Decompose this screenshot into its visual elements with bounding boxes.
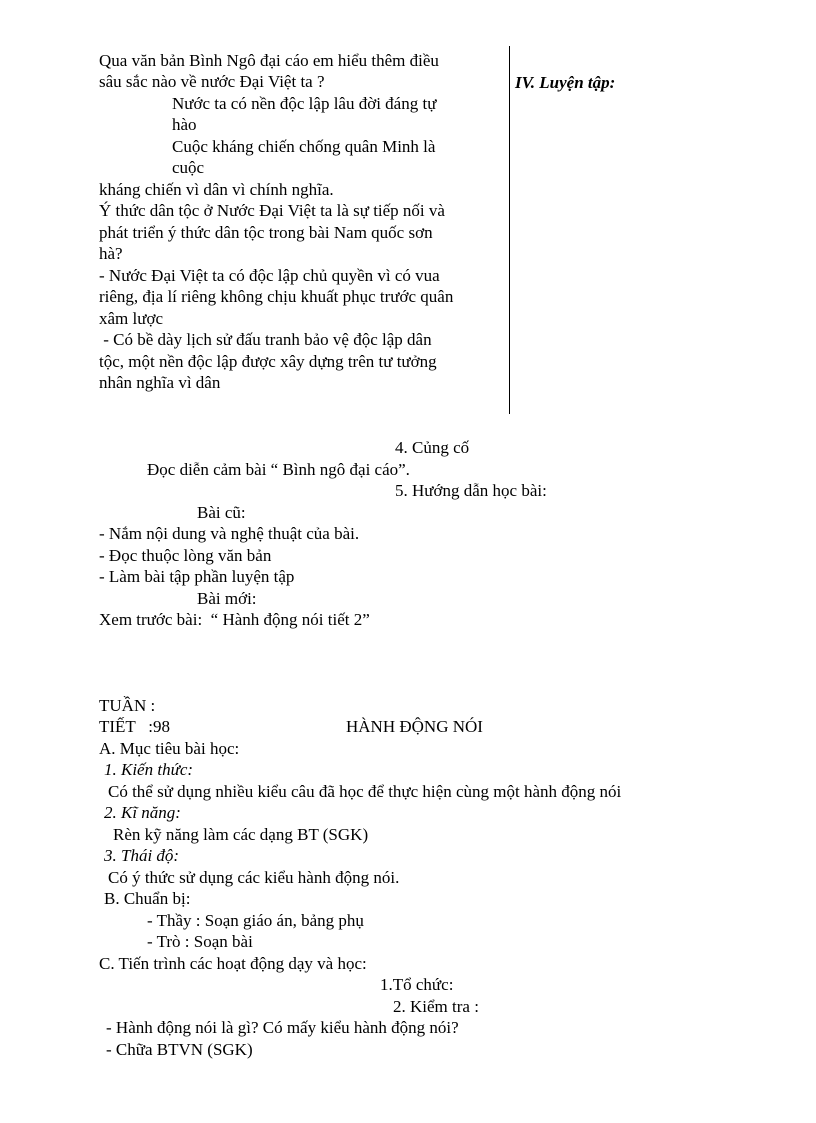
skills-text: Rèn kỹ năng làm các dạng BT (SGK) [113, 825, 369, 844]
section-b-heading: B. Chuẩn bị: [104, 889, 191, 908]
section-a-heading: A. Mục tiêu bài học: [99, 739, 240, 758]
week-label: TUẦN : [99, 696, 156, 715]
check-question: - Chữa BTVN (SGK) [106, 1040, 253, 1059]
text-line: xâm lược [99, 309, 163, 328]
old-lesson-item: - Nắm nội dung và nghệ thuật của bài. [99, 524, 360, 543]
text-line: - Có bề dày lịch sử đấu tranh bảo vệ độc lập dân [99, 330, 432, 349]
check-step: 2. Kiểm tra : [393, 997, 479, 1016]
text-line: kháng chiến vì dân vì chính nghĩa. [99, 180, 334, 199]
text-line: phát triển ý thức dân tộc trong bài Nam quốc sơn [99, 223, 433, 242]
text-line: - Nước Đại Việt ta có độc lập chủ quyền vì có vua [99, 266, 440, 285]
text-line: Qua văn bản Bình Ngô đại cáo em hiểu thêm điều [99, 51, 439, 70]
skills-label: 2. Kĩ năng: [104, 803, 181, 822]
teacher-prep: - Thầy : Soạn giáo án, bảng phụ [147, 911, 364, 930]
attitude-label: 3. Thái độ: [104, 846, 180, 865]
text-line: Ý thức dân tộc ở Nước Đại Việt ta là sự tiếp nối và [99, 201, 445, 220]
text-line: Nước ta có nền độc lập lâu đời đáng tự [172, 94, 437, 113]
attitude-text: Có ý thức sử dụng các kiểu hành động nói. [108, 868, 400, 887]
text-line: riêng, địa lí riêng không chịu khuất phục trước quân [99, 287, 454, 306]
old-lesson-label: Bài cũ: [197, 503, 246, 522]
check-question: - Hành động nói là gì? Có mấy kiểu hành động nói? [106, 1018, 459, 1037]
period-label: TIẾT :98 [99, 717, 170, 736]
new-lesson-text: Xem trước bài: “ Hành động nói tiết 2” [99, 610, 370, 629]
text-line: hào [172, 115, 197, 134]
old-lesson-item: - Đọc thuộc lòng văn bản [99, 546, 272, 565]
consolidation-heading: 4. Củng cố [395, 438, 470, 457]
consolidation-text: Đọc diễn cảm bài “ Bình ngô đại cáo”. [147, 460, 410, 479]
student-prep: - Trò : Soạn bài [147, 932, 253, 951]
text-line: hà? [99, 244, 123, 263]
practice-heading: IV. Luyện tập: [515, 73, 616, 92]
lesson-title: HÀNH ĐỘNG NÓI [346, 717, 483, 736]
text-line: Cuộc kháng chiến chống quân Minh là [172, 137, 436, 156]
organize-step: 1.Tổ chức: [380, 975, 454, 994]
text-line: nhân nghĩa vì dân [99, 373, 221, 392]
column-divider [509, 46, 510, 414]
text-line: cuộc [172, 158, 205, 177]
new-lesson-label: Bài mới: [197, 589, 257, 608]
knowledge-text: Có thể sử dụng nhiều kiểu câu đã học để thực hiện cùng một hành động nói [108, 782, 622, 801]
guide-heading: 5. Hướng dẫn học bài: [395, 481, 547, 500]
knowledge-label: 1. Kiến thức: [104, 760, 194, 779]
text-line: sâu sắc nào về nước Đại Việt ta ? [99, 72, 325, 91]
section-c-heading: C. Tiến trình các hoạt động dạy và học: [99, 954, 367, 973]
text-line: tộc, một nền độc lập được xây dựng trên tư tưởng [99, 352, 437, 371]
old-lesson-item: - Làm bài tập phần luyện tập [99, 567, 295, 586]
